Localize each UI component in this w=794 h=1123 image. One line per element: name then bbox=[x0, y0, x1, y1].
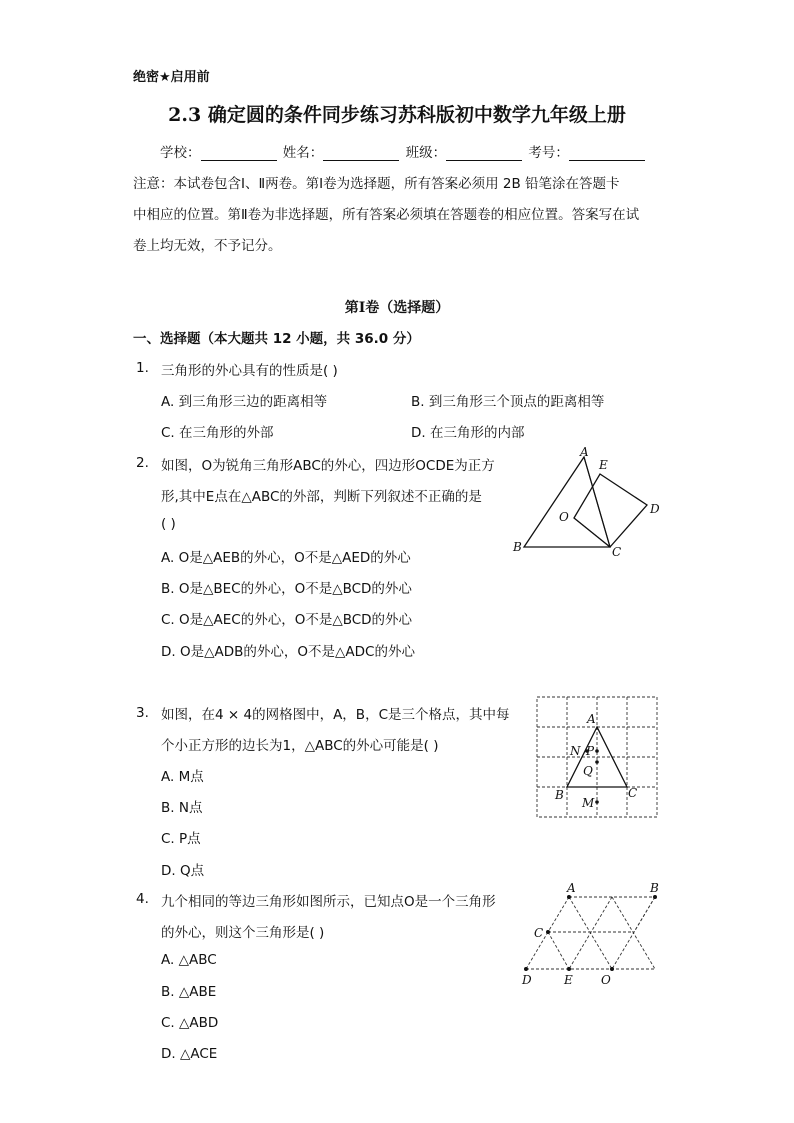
name-label: 姓名： bbox=[282, 145, 324, 161]
name-blank[interactable] bbox=[323, 146, 399, 161]
class-blank[interactable] bbox=[446, 146, 522, 161]
note-line: 注意：本试卷包含Ⅰ、Ⅱ两卷。第Ⅰ卷为选择题，所有答案必须用 2B 铅笔涂在答题卡 bbox=[133, 176, 620, 192]
class-label: 班级： bbox=[405, 145, 447, 161]
question-number: 3. bbox=[136, 705, 149, 721]
question-text: 如图，O为锐角三角形ABC的外心，四边形OCDE为正方 bbox=[161, 458, 495, 474]
option-d[interactable]: D. 在三角形的内部 bbox=[411, 425, 525, 441]
figure-q2 bbox=[508, 443, 668, 558]
exam-no-blank[interactable] bbox=[569, 146, 645, 161]
option-a[interactable]: A. △ABC bbox=[161, 952, 217, 968]
label-q: Q bbox=[583, 764, 593, 778]
label-p: P bbox=[586, 744, 595, 758]
option-a[interactable]: A. 到三角形三边的距离相等 bbox=[161, 394, 328, 410]
option-c[interactable]: C. O是△AEC的外心，O不是△BCD的外心 bbox=[161, 612, 413, 628]
option-b[interactable]: B. △ABE bbox=[161, 984, 217, 1000]
student-info-row bbox=[160, 141, 647, 161]
school-label: 学校： bbox=[160, 145, 201, 161]
label-c: C bbox=[612, 545, 622, 558]
label-b: B bbox=[555, 788, 564, 802]
option-b[interactable]: B. 到三角形三个顶点的距离相等 bbox=[411, 394, 605, 410]
option-a[interactable]: A. M点 bbox=[161, 769, 204, 785]
option-c[interactable]: C. 在三角形的外部 bbox=[161, 425, 274, 441]
label-a: A bbox=[580, 445, 589, 459]
note-line: 中相应的位置。第Ⅱ卷为非选择题，所有答案必须填在答题卷的相应位置。答案写在试 bbox=[133, 207, 640, 223]
figure-q3 bbox=[530, 693, 662, 821]
option-b[interactable]: B. N点 bbox=[161, 800, 203, 816]
figure-q4 bbox=[517, 880, 667, 988]
label-m: M bbox=[582, 796, 595, 810]
label-a: A bbox=[567, 881, 576, 895]
option-d[interactable]: D. Q点 bbox=[161, 863, 205, 879]
label-e: E bbox=[564, 973, 573, 987]
school-blank[interactable] bbox=[201, 146, 277, 161]
option-a[interactable]: A. O是△AEB的外心，O不是△AED的外心 bbox=[161, 550, 411, 566]
question-text: 形,其中E点在△ABC的外部，判断下列叙述不正确的是 bbox=[161, 489, 482, 505]
option-c[interactable]: C. △ABD bbox=[161, 1015, 219, 1031]
label-b: B bbox=[650, 881, 659, 895]
option-d[interactable]: D. O是△ADB的外心，O不是△ADC的外心 bbox=[161, 644, 415, 660]
option-c[interactable]: C. P点 bbox=[161, 831, 201, 847]
question-text: 个小正方形的边长为1，△ABC的外心可能是( ) bbox=[161, 738, 439, 754]
question-number: 1. bbox=[136, 360, 149, 376]
label-b: B bbox=[513, 540, 522, 554]
question-text: 如图，在4 × 4的网格图中，A，B，C是三个格点，其中每 bbox=[161, 707, 510, 723]
label-c: C bbox=[628, 786, 638, 800]
secret-label: 绝密★启用前 bbox=[133, 70, 210, 85]
option-b[interactable]: B. O是△BEC的外心，O不是△BCD的外心 bbox=[161, 581, 412, 597]
question-number: 4. bbox=[136, 891, 149, 907]
part-title: 一、选择题（本大题共 12 小题，共 36.0 分） bbox=[133, 331, 420, 347]
question-text: ( ) bbox=[161, 516, 176, 532]
label-c: C bbox=[534, 926, 544, 940]
option-d[interactable]: D. △ACE bbox=[161, 1046, 218, 1062]
label-a: A bbox=[587, 712, 596, 726]
question-text: 的外心，则这个三角形是( ) bbox=[161, 925, 325, 941]
label-n: N bbox=[570, 744, 581, 758]
label-o: O bbox=[601, 973, 611, 987]
question-text: 三角形的外心具有的性质是( ) bbox=[161, 363, 338, 379]
label-d: D bbox=[522, 973, 532, 987]
note-line: 卷上均无效，不予记分。 bbox=[133, 238, 282, 254]
question-text: 九个相同的等边三角形如图所示，已知点O是一个三角形 bbox=[161, 894, 496, 910]
label-d: D bbox=[650, 502, 660, 516]
label-e: E bbox=[599, 458, 608, 472]
section-title: 第Ⅰ卷（选择题） bbox=[344, 300, 450, 316]
question-number: 2. bbox=[136, 455, 149, 471]
page-title: 2.3 确定圆的条件同步练习苏科版初中数学九年级上册 bbox=[168, 104, 626, 126]
exam-no-label: 考号： bbox=[528, 145, 569, 161]
label-o: O bbox=[559, 510, 569, 524]
